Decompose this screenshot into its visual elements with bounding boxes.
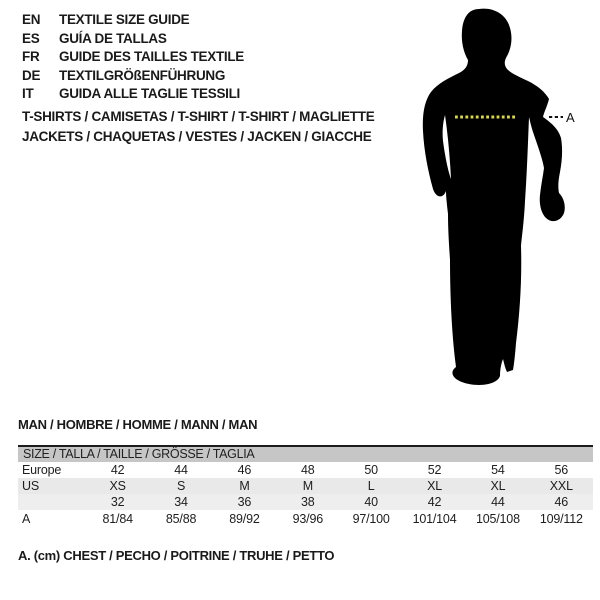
size-cell: 89/92 (229, 511, 260, 526)
size-cell: L (367, 479, 375, 493)
size-cell: 81/84 (102, 511, 133, 526)
table-row-us-numeric (18, 494, 593, 510)
size-cell: XL (427, 479, 442, 493)
garment-categories (22, 107, 374, 146)
chest-measure-label: A (566, 110, 575, 125)
size-cell: 97/100 (352, 511, 390, 526)
language-label: TEXTILE SIZE GUIDE (59, 12, 190, 27)
table-row-chest-a (18, 510, 593, 527)
category-line-jackets: JACKETS / CHAQUETAS / VESTES / JACKEN / GIACCHE (22, 128, 372, 144)
size-cell: S (176, 479, 186, 493)
language-label: GUIDE DES TAILLES TEXTILE (59, 49, 245, 65)
size-cell: XL (490, 479, 506, 493)
row-label: A (22, 511, 31, 526)
language-row-en (22, 11, 244, 30)
language-row-es (22, 30, 244, 49)
size-cell: M (239, 479, 250, 493)
language-label: GUIDA ALLE TAGLIE TESSILI (59, 86, 240, 102)
size-cell: 34 (174, 495, 188, 509)
size-cell: M (302, 479, 313, 493)
size-cell: 101/104 (412, 511, 457, 526)
size-cell: 52 (427, 463, 442, 477)
size-cell: 46 (237, 463, 252, 477)
size-table-header: SIZE / TALLA / TAILLE / GRÖSSE / TAGLIA (18, 447, 593, 462)
size-cell: 38 (301, 495, 315, 509)
measurement-footnote: A. (cm) CHEST / PECHO / POITRINE / TRUHE / PETTO (18, 548, 335, 563)
row-label: US (22, 479, 39, 493)
size-cell: 48 (301, 463, 315, 477)
size-table (18, 445, 593, 527)
size-cell: 56 (554, 463, 569, 477)
size-cell: 40 (364, 495, 378, 509)
size-cell: 42 (110, 463, 125, 477)
size-cell: XS (109, 479, 126, 493)
size-cell: 50 (364, 463, 378, 477)
table-row-us (18, 478, 593, 494)
size-cell: 36 (237, 495, 252, 509)
language-code: EN (22, 12, 41, 27)
language-label: TEXTILGRÖßENFÜHRUNG (59, 67, 226, 83)
language-code: IT (22, 86, 34, 102)
size-cell: 85/88 (165, 511, 197, 526)
size-cell: 44 (174, 463, 188, 477)
language-list (22, 11, 244, 104)
language-row-it (22, 85, 244, 104)
size-cell: 44 (491, 495, 505, 509)
size-cell: 46 (554, 495, 569, 509)
section-title-man: MAN / HOMBRE / HOMME / MANN / MAN (18, 417, 258, 432)
size-cell: XXL (549, 479, 573, 493)
size-cell: 42 (427, 495, 442, 509)
language-row-fr (22, 48, 244, 67)
language-code: FR (22, 49, 40, 65)
size-cell: 105/108 (476, 511, 520, 526)
language-row-de (22, 67, 244, 86)
language-code: DE (22, 67, 41, 83)
language-code: ES (22, 30, 40, 46)
table-row-europe (18, 462, 593, 478)
size-cell: 32 (110, 495, 125, 509)
row-label: Europe (22, 463, 62, 477)
man-silhouette (423, 9, 565, 385)
size-cell: 93/96 (292, 511, 323, 526)
language-label: GUÍA DE TALLAS (59, 30, 167, 46)
size-cell: 54 (491, 463, 505, 477)
size-cell: 109/112 (539, 511, 583, 526)
category-line-tshirts: T-SHIRTS / CAMISETAS / T-SHIRT / T-SHIRT / MAGLIETTE (22, 109, 375, 124)
